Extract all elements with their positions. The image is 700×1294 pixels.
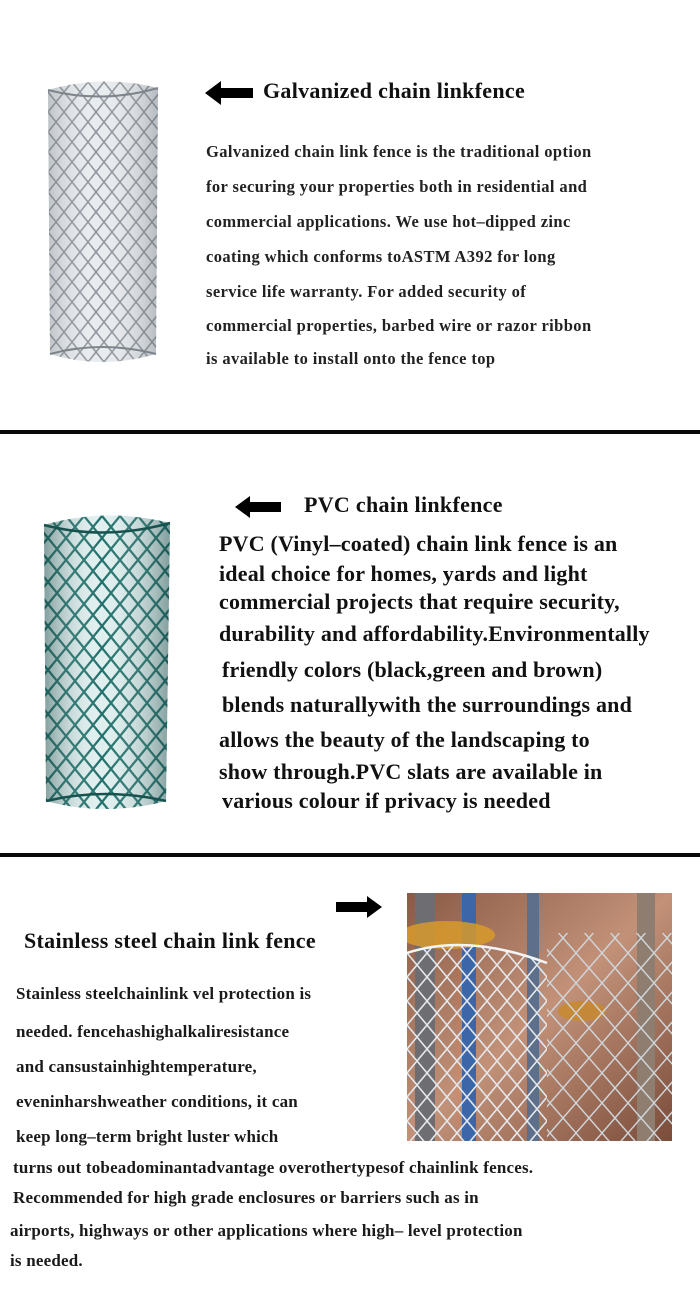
- galvanized-text-line: for securing your properties both in residential and: [206, 177, 588, 196]
- galvanized-text-line: coating which conforms toASTM A392 for long: [206, 247, 556, 266]
- pvc-text-line: allows the beauty of the landscaping to: [219, 727, 590, 752]
- stainless-text-line: keep long–term bright luster which: [16, 1127, 279, 1146]
- galvanized-text-line: service life warranty. For added security of: [206, 282, 527, 301]
- galvanized-text-line: Galvanized chain link fence is the traditional option: [206, 142, 592, 161]
- arrow-left-icon: [205, 81, 253, 110]
- pvc-text-line: blends naturallywith the surroundings and: [222, 692, 633, 717]
- pvc-fence-image: [30, 505, 180, 823]
- stainless-text-line: airports, highways or other applications where high– level protection: [10, 1221, 523, 1240]
- stainless-text-line: turns out tobeadominantadvantage overothertypesof chainlink fences.: [13, 1158, 534, 1177]
- pvc-text-line: commercial projects that require security,: [219, 589, 620, 614]
- pvc-text-line: friendly colors (black,green and brown): [222, 657, 603, 682]
- galvanized-text-line: is available to install onto the fence top: [206, 349, 496, 368]
- galvanized-text-line: commercial properties, barbed wire or razor ribbon: [206, 316, 592, 335]
- pvc-text-line: show through.PVC slats are available in: [219, 759, 603, 784]
- pvc-text-line: durability and affordability.Environmentally: [219, 621, 650, 646]
- pvc-text-line: various colour if privacy is needed: [222, 788, 551, 813]
- galvanized-text-line: commercial applications. We use hot–dipped zinc: [206, 212, 571, 231]
- section-divider: [0, 853, 700, 857]
- pvc-text-line: PVC (Vinyl–coated) chain link fence is an: [219, 531, 618, 556]
- arrow-right-icon: [336, 896, 382, 923]
- stainless-text-line: is needed.: [10, 1251, 83, 1270]
- stainless-text-line: needed. fencehashighalkaliresistance: [16, 1022, 290, 1041]
- section-divider: [0, 430, 700, 434]
- stainless-fence-image: [407, 893, 672, 1141]
- stainless-title: Stainless steel chain link fence: [24, 928, 316, 953]
- pvc-title: PVC chain linkfence: [304, 492, 503, 517]
- arrow-left-icon: [235, 496, 281, 523]
- stainless-text-line: Stainless steelchainlink vel protection is: [16, 984, 312, 1003]
- stainless-text-line: Recommended for high grade enclosures or barriers such as in: [13, 1188, 479, 1207]
- stainless-text-line: eveninharshweather conditions, it can: [16, 1092, 298, 1111]
- pvc-text-line: ideal choice for homes, yards and light: [219, 561, 588, 586]
- stainless-text-line: and cansustainhightemperature,: [16, 1057, 257, 1076]
- galvanized-fence-image: [40, 72, 165, 374]
- galvanized-title: Galvanized chain linkfence: [263, 78, 526, 103]
